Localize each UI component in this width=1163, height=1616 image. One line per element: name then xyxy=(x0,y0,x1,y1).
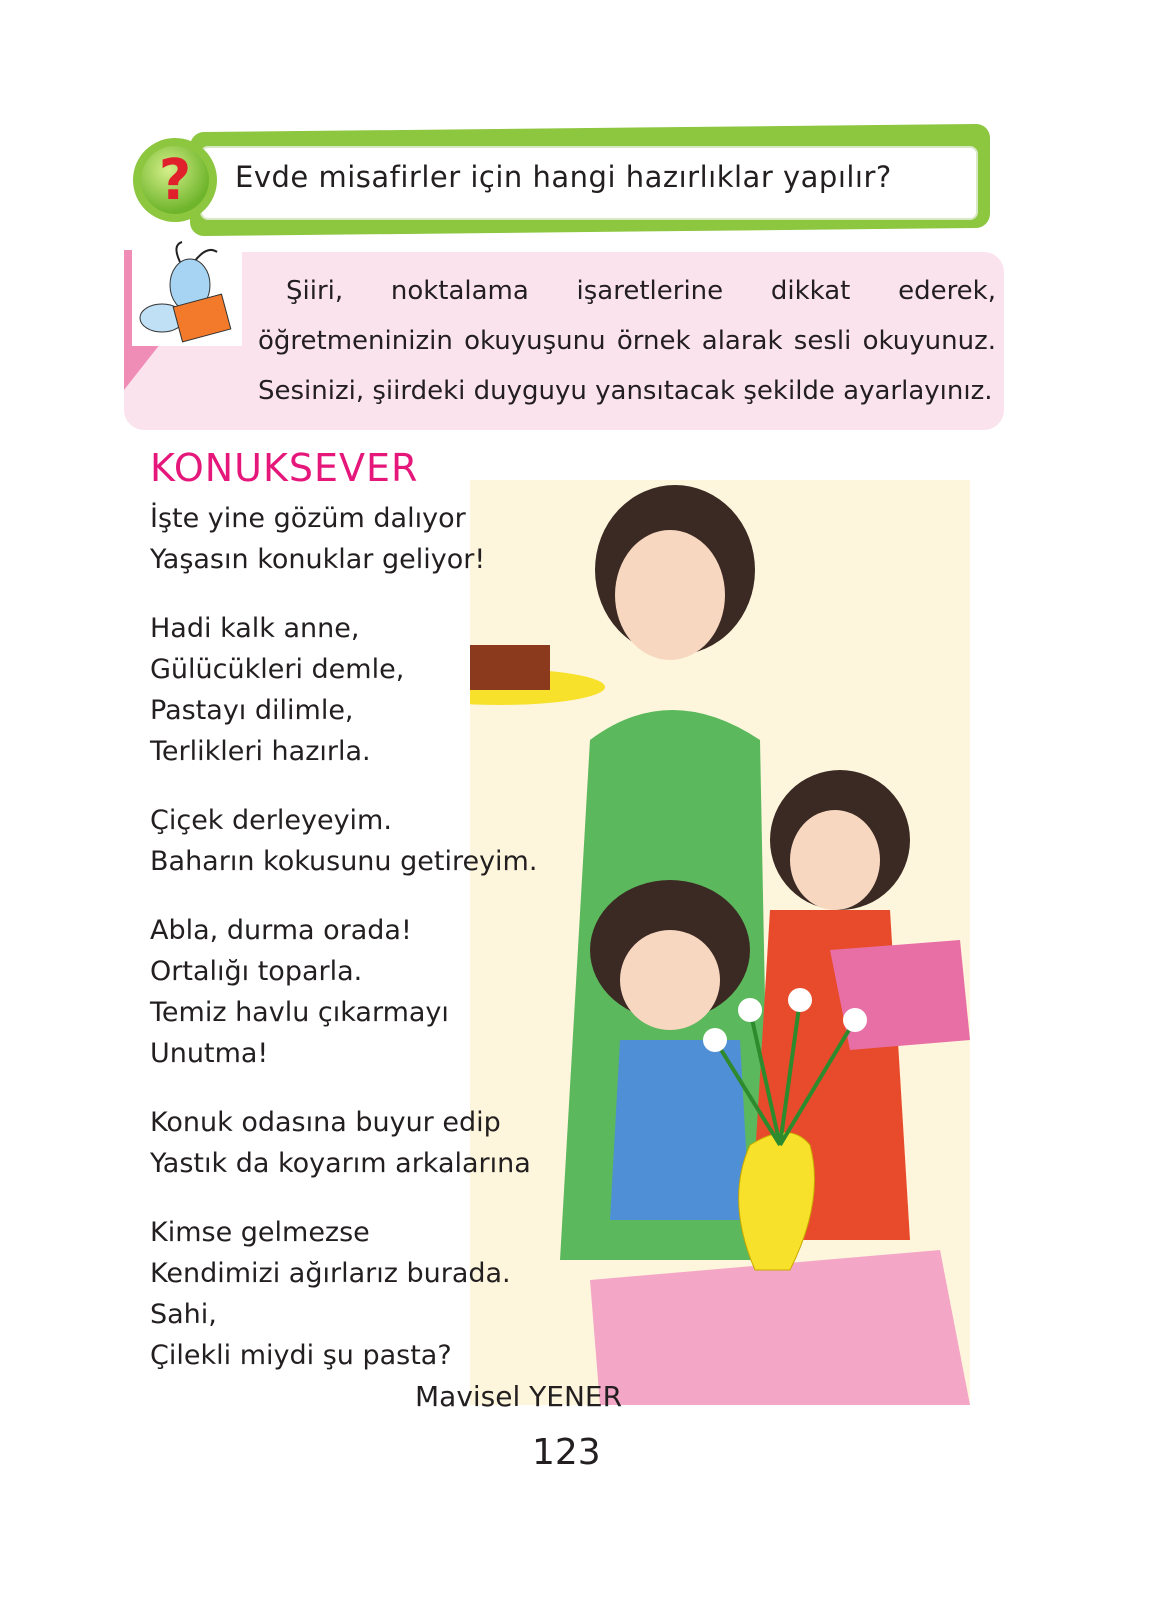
poem-line: Terlikleri hazırla. xyxy=(150,736,371,767)
poem-line: Konuk odasına buyur edip xyxy=(150,1107,501,1138)
poem-line: Yaşasın konuklar geliyor! xyxy=(150,544,486,575)
reading-bug-icon xyxy=(132,240,242,346)
poem-line: Sahi, xyxy=(150,1299,217,1330)
poem-line: Çiçek derleyeyim. xyxy=(150,805,392,836)
poem-line: Abla, durma orada! xyxy=(150,915,412,946)
poem-line: İşte yine gözüm dalıyor xyxy=(150,503,466,534)
poem-line: Pastayı dilimle, xyxy=(150,695,354,726)
poem-line: Gülücükleri demle, xyxy=(150,654,405,685)
poem-line: Baharın kokusunu getireyim. xyxy=(150,846,538,877)
poem-author: Mavisel YENER xyxy=(415,1380,623,1413)
poem-line: Hadi kalk anne, xyxy=(150,613,360,644)
poem-line: Unutma! xyxy=(150,1038,269,1069)
question-text: Evde misafirler için hangi hazırlıklar yapılır? xyxy=(235,160,892,194)
poem-line: Çilekli miydi şu pasta? xyxy=(150,1340,452,1371)
poem-line: Kimse gelmezse xyxy=(150,1217,370,1248)
poem-stanza xyxy=(150,608,537,772)
poem-line: Yastık da koyarım arkalarına xyxy=(150,1148,531,1179)
poem-stanza xyxy=(150,910,537,1074)
instruction-text: Şiiri, noktalama işaretlerine dikkat ederek, öğretmeninizin okuyuşunu örnek alarak sesli okuyunuz. Sesinizi, şiirdeki duyguyu yansıtacak şekilde ayarlayınız. xyxy=(258,276,996,406)
poem-line: Temiz havlu çıkarmayı xyxy=(150,997,449,1028)
page-number: 123 xyxy=(532,1432,601,1473)
poem-title: KONUKSEVER xyxy=(150,446,419,490)
poem-stanza xyxy=(150,1102,537,1184)
poem-line: Ortalığı toparla. xyxy=(150,956,363,987)
poem-stanza xyxy=(150,498,537,580)
family-illustration xyxy=(470,480,970,1405)
poem-stanza xyxy=(150,1212,537,1376)
poem-line: Kendimizi ağırlarız burada. xyxy=(150,1258,511,1289)
poem-stanza xyxy=(150,800,537,882)
poem-body xyxy=(150,498,537,1404)
question-mark-icon: ? xyxy=(141,146,209,214)
